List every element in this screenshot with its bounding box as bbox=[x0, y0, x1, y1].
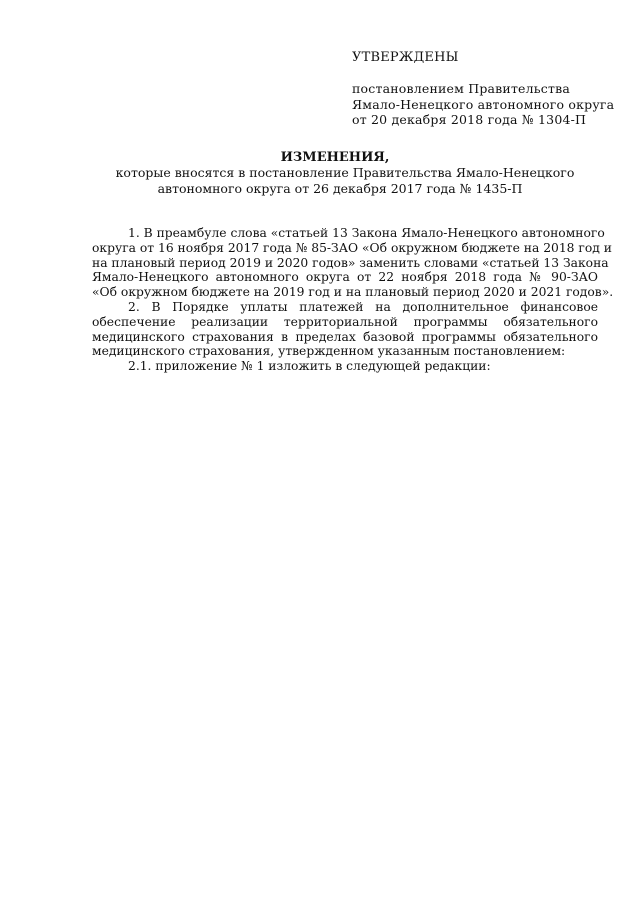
paragraph-line: «Об окружном бюджете на 2019 год и на плановый период 2020 и 2021 годов». bbox=[92, 285, 614, 300]
title-subtitle-line: которые вносятся в постановление Правительства Ямало-Ненецкого bbox=[115, 165, 575, 180]
approval-line: Ямало-Ненецкого автономного округа bbox=[352, 96, 615, 112]
paragraph-line: 1. В преамбуле слова «статьей 13 Закона Ямало-Ненецкого автономного bbox=[128, 226, 605, 240]
paragraph-2 bbox=[92, 300, 598, 359]
paragraph-3 bbox=[92, 359, 598, 374]
title-heading: ИЗМЕНЕНИЯ, bbox=[280, 150, 390, 165]
title-subtitle-line: автономного округа от 26 декабря 2017 года № 1435-П bbox=[157, 180, 523, 196]
paragraph-line: медицинского страхования, утвержденном указанным постановлением: bbox=[92, 344, 566, 359]
paragraph-line: на плановый период 2019 и 2020 годов» заменить словами «статьей 13 Закона bbox=[92, 255, 609, 270]
document-body bbox=[92, 226, 614, 374]
approval-block bbox=[352, 50, 614, 128]
paragraph-line: обеспечение реализации территориальной программы обязательного bbox=[92, 314, 598, 329]
paragraph-1 bbox=[92, 226, 614, 300]
paragraph-line: медицинского страхования в пределах базовой программы обязательного bbox=[92, 329, 598, 344]
paragraph-line: 2.1. приложение № 1 изложить в следующей редакции: bbox=[128, 359, 491, 374]
document-title bbox=[0, 150, 640, 196]
paragraph-line: Ямало-Ненецкого автономного округа от 22 ноября 2018 года № 90-ЗАО bbox=[92, 270, 598, 285]
approval-line: постановлением Правительства bbox=[352, 81, 571, 96]
paragraph-line: 2. В Порядке уплаты платежей на дополнительное финансовое bbox=[128, 299, 598, 314]
approval-line: от 20 декабря 2018 года № 1304-П bbox=[352, 112, 587, 127]
approval-heading: УТВЕРЖДЕНЫ bbox=[352, 50, 459, 65]
paragraph-line: округа от 16 ноября 2017 года № 85-ЗАО «Об окружном бюджете на 2018 год и bbox=[92, 240, 612, 255]
